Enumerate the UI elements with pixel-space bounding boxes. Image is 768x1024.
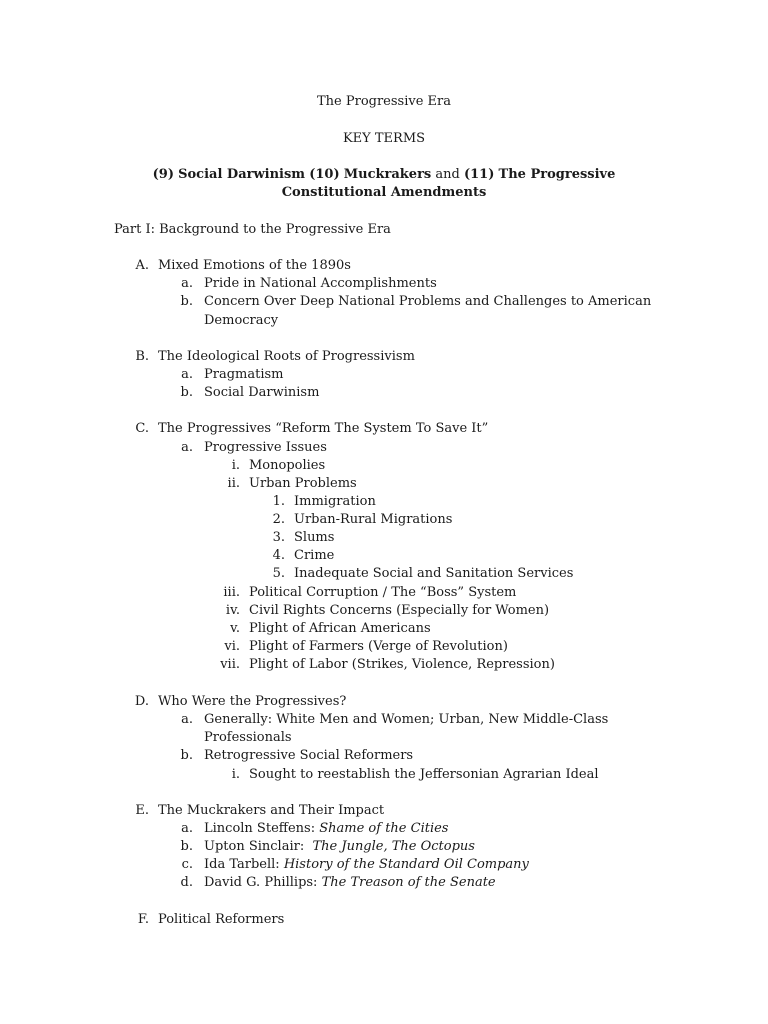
marker: vi. — [224, 639, 240, 654]
outline-item-a — [0, 257, 351, 275]
subtitle-line-1 — [0, 166, 768, 184]
item-text: Social Darwinism — [204, 385, 320, 400]
outline-item-d — [0, 693, 347, 711]
item-text: Sought to reestablish the Jeffersonian Agrarian Ideal — [249, 767, 599, 782]
marker: C. — [135, 421, 149, 436]
outline-item-c-a — [0, 439, 327, 457]
work-title: History of the Standard Oil Company — [283, 857, 529, 872]
outline-item-d-a — [0, 711, 609, 729]
outline-item-b-a — [0, 366, 284, 384]
item-text: Crime — [294, 548, 335, 563]
term-number-10: (10) — [309, 167, 340, 182]
term-progressive: The Progressive — [498, 167, 616, 182]
outline-item-c-iv — [0, 602, 550, 620]
outline-item-c-2 — [0, 511, 453, 529]
marker: 4. — [272, 548, 285, 563]
marker: a. — [181, 367, 193, 382]
marker: c. — [181, 857, 193, 872]
outline-item-a-b — [0, 293, 652, 311]
marker: a. — [181, 440, 193, 455]
work-title: The Jungle, The Octopus — [312, 839, 475, 854]
item-text: Progressive Issues — [204, 440, 327, 455]
outline-item-e-a — [0, 820, 449, 838]
item-text-continuation: Professionals — [204, 730, 292, 745]
item-text — [204, 820, 448, 838]
author-name: Lincoln Steffens: — [204, 821, 320, 836]
term-number-9: (9) — [152, 167, 174, 182]
item-text: Who Were the Progressives? — [158, 694, 347, 709]
marker: D. — [134, 694, 149, 709]
marker: B. — [135, 349, 149, 364]
item-text: Political Reformers — [158, 912, 285, 927]
term-muckrakers: Muckrakers — [343, 167, 432, 182]
doc-title: The Progressive Era — [316, 94, 451, 109]
subtitle-and: and — [435, 167, 460, 182]
outline-item-b-b — [0, 384, 320, 402]
item-text: Mixed Emotions of the 1890s — [158, 258, 351, 273]
author-name: Ida Tarbell: — [204, 857, 284, 872]
subtitle-line-2: Constitutional Amendments — [281, 185, 487, 200]
item-text — [204, 856, 529, 874]
item-text — [204, 874, 496, 892]
item-text: Inadequate Social and Sanitation Services — [294, 566, 574, 581]
term-social-darwinism: Social Darwinism — [178, 167, 306, 182]
outline-item-c-ii — [0, 475, 357, 493]
item-text: The Muckrakers and Their Impact — [158, 803, 385, 818]
outline-item-e-c — [0, 856, 529, 874]
outline-item-e-d — [0, 874, 496, 892]
marker: 2. — [272, 512, 285, 527]
outline-item-c-3 — [0, 529, 335, 547]
marker: F. — [137, 912, 149, 927]
item-text: Retrogressive Social Reformers — [204, 748, 414, 763]
outline-item-c-iii — [0, 584, 517, 602]
marker: iii. — [223, 585, 240, 600]
marker: E. — [135, 803, 149, 818]
marker: a. — [181, 712, 193, 727]
marker: 1. — [272, 494, 285, 509]
marker: b. — [180, 294, 193, 309]
item-text: Immigration — [294, 494, 376, 509]
item-text: The Ideological Roots of Progressivism — [158, 349, 415, 364]
outline-item-d-i — [0, 766, 599, 784]
marker: b. — [180, 385, 193, 400]
marker: 5. — [272, 566, 285, 581]
item-text — [204, 838, 475, 856]
marker: b. — [180, 839, 193, 854]
outline-item-a-a — [0, 275, 437, 293]
outline-item-c-v — [0, 620, 431, 638]
item-text: Monopolies — [249, 458, 326, 473]
part-1-heading: Part I: Background to the Progressive Era — [114, 222, 391, 237]
marker: i. — [231, 767, 240, 782]
item-text: Plight of Farmers (Verge of Revolution) — [249, 639, 508, 654]
marker: b. — [180, 748, 193, 763]
outline-item-c-5 — [0, 565, 574, 583]
outline-item-c-1 — [0, 493, 376, 511]
marker: d. — [180, 875, 193, 890]
outline-item-c-vii — [0, 656, 555, 674]
marker: a. — [181, 276, 193, 291]
author-name: Upton Sinclair: — [204, 839, 313, 854]
item-text: Urban Problems — [249, 476, 357, 491]
marker: a. — [181, 821, 193, 836]
item-text: Concern Over Deep National Problems and Challenges to American — [204, 294, 652, 309]
outline-item-c — [0, 420, 489, 438]
work-title: Shame of the Cities — [319, 821, 449, 836]
author-name: David G. Phillips: — [204, 875, 322, 890]
item-text: Pride in National Accomplishments — [204, 276, 437, 291]
item-text-continuation: Democracy — [204, 313, 279, 328]
outline-item-e — [0, 802, 385, 820]
marker: iv. — [225, 603, 240, 618]
outline-item-e-b — [0, 838, 475, 856]
outline-item-c-i — [0, 457, 326, 475]
item-text: Slums — [294, 530, 335, 545]
item-text: Civil Rights Concerns (Especially for Women) — [249, 603, 550, 618]
outline-item-d-b — [0, 747, 414, 765]
item-text: Political Corruption / The “Boss” System — [249, 585, 517, 600]
work-title: The Treason of the Senate — [321, 875, 496, 890]
item-text: The Progressives “Reform The System To Save It” — [158, 421, 489, 436]
item-text: Plight of African Americans — [249, 621, 431, 636]
marker: A. — [135, 258, 149, 273]
outline-item-c-4 — [0, 547, 335, 565]
item-text: Plight of Labor (Strikes, Violence, Repression) — [249, 657, 555, 672]
outline-item-f — [0, 911, 285, 929]
key-terms-heading: KEY TERMS — [342, 131, 426, 146]
outline-item-c-vi — [0, 638, 508, 656]
marker: vii. — [220, 657, 240, 672]
item-text: Urban-Rural Migrations — [294, 512, 453, 527]
term-number-11: (11) — [463, 167, 495, 182]
outline-item-b — [0, 348, 415, 366]
marker: 3. — [272, 530, 285, 545]
marker: v. — [230, 621, 240, 636]
item-text: Pragmatism — [204, 367, 284, 382]
marker: i. — [231, 458, 240, 473]
item-text: Generally: White Men and Women; Urban, New Middle-Class — [204, 712, 609, 727]
marker: ii. — [227, 476, 240, 491]
